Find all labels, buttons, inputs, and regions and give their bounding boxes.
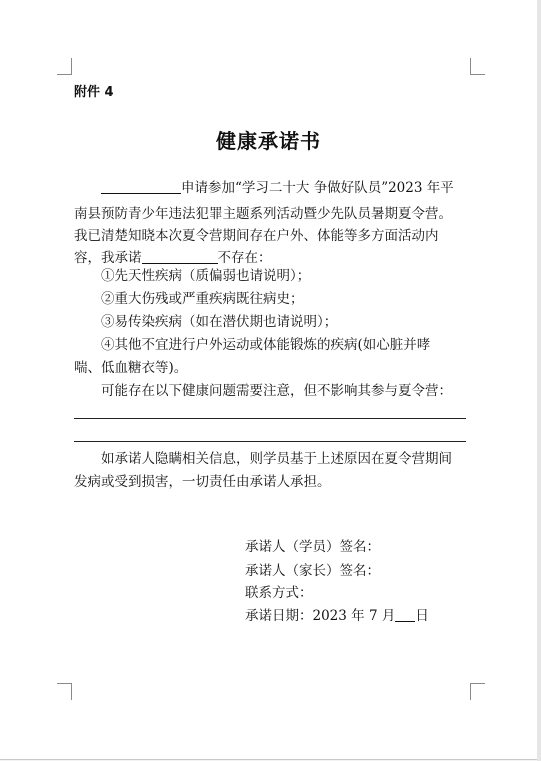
date-prefix: 承诺日期：2023 年 7 月 [245, 608, 396, 624]
crop-mark-bottom-left [57, 683, 72, 700]
condition-item-3: ③易传染疾病（如在潜伏期也请说明）； [101, 314, 338, 330]
intro-line-4-b: 不存在： [217, 250, 272, 266]
fill-in-line-2[interactable] [74, 441, 466, 442]
crop-mark-bottom-right [470, 683, 485, 700]
crop-mark-top-right [470, 58, 485, 75]
day-blank[interactable] [395, 607, 415, 622]
parent-signature-label: 承诺人（家长）签名： [245, 563, 380, 579]
contact-label: 联系方式： [245, 585, 313, 601]
disclaimer-line-2: 发病或受到损害，一切责任由承诺人承担。 [74, 474, 331, 490]
condition-item-2: ②重大伤残或严重疾病既往病史； [101, 291, 304, 307]
date-line [245, 606, 429, 626]
condition-item-4: ④其他不宜进行户外运动或体能锻炼的疾病(如心脏并哮 [101, 337, 431, 353]
condition-item-1: ①先天性疾病（质偏弱也请说明）； [101, 268, 311, 284]
fill-in-line-1[interactable] [74, 418, 466, 419]
promise-blank[interactable] [142, 249, 218, 264]
window-edge [537, 0, 541, 761]
intro-line-1 [101, 178, 454, 198]
intro-line-1-text: 申请参加“学习二十大 争做好队员”2023 年平 [181, 180, 454, 196]
document-title: 健康承诺书 [216, 129, 321, 153]
date-suffix: 日 [415, 608, 429, 624]
notice-line: 可能存在以下健康问题需要注意，但不影响其参与夏令营： [101, 383, 452, 399]
disclaimer-line-1: 如承诺人隐瞒相关信息，则学员基于上述原因在夏令营期间 [101, 451, 452, 467]
applicant-name-blank[interactable] [101, 179, 181, 194]
intro-line-4 [74, 248, 272, 268]
intro-line-4-a: 容，我承诺 [74, 250, 142, 266]
intro-line-2: 南县预防青少年违法犯罪主题系列活动暨少先队员暑期夏令营。 [74, 206, 452, 222]
student-signature-label: 承诺人（学员）签名： [245, 539, 380, 555]
intro-line-3: 我已清楚知晓本次夏令营期间存在户外、体能等多方面活动内 [74, 228, 439, 244]
attachment-label: 附件 4 [74, 85, 114, 100]
condition-item-4-cont: 喘、低血糖衣等)。 [74, 360, 188, 376]
crop-mark-top-left [57, 58, 72, 75]
